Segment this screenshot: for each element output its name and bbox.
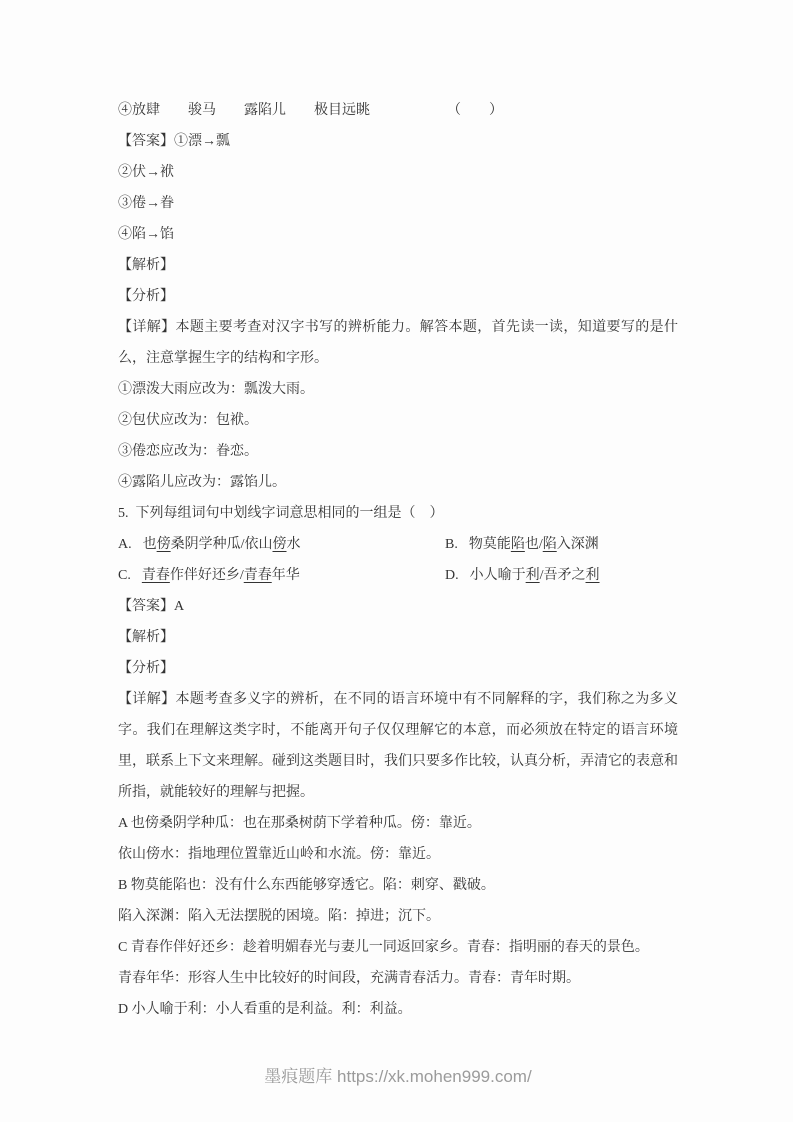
- q5-explanation-line-3: B 物莫能陷也：没有什么东西能够穿透它。陷：刺穿、戳破。: [118, 878, 495, 893]
- q5-detail-paragraph: 【详解】本题考查多义字的辨析，在不同的语言环境中有不同解释的字，我们称之为多义字。我们在理解这类字时，不能离开句子仅仅理解它的本意，而必须放在特定的语言环境里，联系上下文来理解。碰到这类题目时，我们只要多作比较，认真分析，弄清它的表意和所指，就能较好的理解与把握。: [118, 692, 678, 800]
- q5-option-d-label: D.: [445, 568, 459, 583]
- q5-option-a: [118, 529, 445, 560]
- q4-answer-line-3: ③倦→眷: [118, 196, 174, 211]
- plain-char: 作伴好还乡/: [169, 568, 244, 583]
- q5-explanation-line-1: A 也傍桑阴学种瓜：也在那桑树荫下学着种瓜。傍：靠近。: [118, 816, 481, 831]
- q5-explanation-line-7: D 小人喻于利：小人看重的是利益。利：利益。: [118, 1002, 412, 1017]
- underlined-char: 利: [585, 568, 600, 583]
- plain-char: 水: [286, 537, 301, 552]
- q5-option-c-label: C.: [118, 568, 131, 583]
- q5-option-b: [445, 529, 678, 560]
- plain-char: 也/: [524, 537, 543, 552]
- plain-char: 也: [142, 537, 157, 552]
- q4-correction-line-2: ②包伏应改为：包袱。: [118, 413, 258, 428]
- q5-explanation-line-5: C 青春作伴好还乡：趁着明媚春光与妻儿一同返回家乡。青春：指明丽的春天的景色。: [118, 940, 649, 955]
- q5-explanation-line-2: 依山傍水：指地理位置靠近山岭和水流。傍：靠近。: [118, 847, 440, 862]
- q4-analysis-header: 【解析】: [118, 258, 174, 273]
- watermark-footer: 墨痕题库 https://xk.mohen999.com/: [264, 1067, 532, 1086]
- plain-char: 入深渊: [556, 537, 599, 552]
- underlined-char: 陷: [542, 537, 557, 552]
- q4-word-group-line: ④放肆 骏马 露陷儿 极目远眺 （ ）: [118, 103, 503, 118]
- underlined-char: 傍: [272, 537, 287, 552]
- underlined-char: 陷: [510, 537, 525, 552]
- q5-option-c-text: [142, 568, 300, 583]
- q5-explanation-line-6: 青春年华：形容人生中比较好的时间段，充满青春活力。青春：青年时期。: [118, 971, 580, 986]
- plain-char: 小人喻于: [469, 568, 526, 583]
- q5-option-d-text: [470, 568, 600, 583]
- plain-char: 物莫能: [468, 537, 511, 552]
- plain-char: 桑阴学种瓜/依山: [170, 537, 273, 552]
- q5-analysis-header: 【解析】: [118, 630, 174, 645]
- q4-answer-line-4: ④陷→馅: [118, 227, 174, 242]
- q5-option-a-label: A.: [118, 537, 132, 552]
- q5-option-b-text: [469, 537, 599, 552]
- underlined-char: 青春: [243, 568, 272, 583]
- underlined-char: 利: [525, 568, 540, 583]
- q5-answer: 【答案】A: [118, 599, 185, 614]
- q5-explanation-line-4: 陷入深渊：陷入无法摆脱的困境。陷：掉进；沉下。: [118, 909, 440, 924]
- plain-char: /吾矛之: [539, 568, 586, 583]
- q5-breakdown-header: 【分析】: [118, 661, 174, 676]
- q5-option-a-text: [143, 537, 301, 552]
- underlined-char: 傍: [156, 537, 171, 552]
- q4-correction-line-1: ①漂泼大雨应改为：瓢泼大雨。: [118, 382, 314, 397]
- q4-detail-paragraph: 【详解】本题主要考查对汉字书写的辨析能力。解答本题，首先读一读，知道要写的是什么，注意掌握生字的结构和字形。: [118, 320, 678, 366]
- plain-char: 年华: [271, 568, 300, 583]
- q5-options: [118, 529, 678, 591]
- q5-option-c: [118, 560, 445, 591]
- q4-answer-line-2: ②伏→袱: [118, 165, 174, 180]
- q5-option-b-label: B.: [445, 537, 458, 552]
- q4-correction-line-3: ③倦恋应改为：眷恋。: [118, 444, 258, 459]
- q4-answer-line-1: 【答案】①漂→瓢: [118, 134, 230, 149]
- q5-option-d: [445, 560, 678, 591]
- q5-stem: 5. 下列每组词句中划线字词意思相同的一组是（ ）: [118, 506, 444, 521]
- q4-breakdown-header: 【分析】: [118, 289, 174, 304]
- q4-correction-line-4: ④露陷儿应改为：露馅儿。: [118, 475, 286, 490]
- underlined-char: 青春: [141, 568, 170, 583]
